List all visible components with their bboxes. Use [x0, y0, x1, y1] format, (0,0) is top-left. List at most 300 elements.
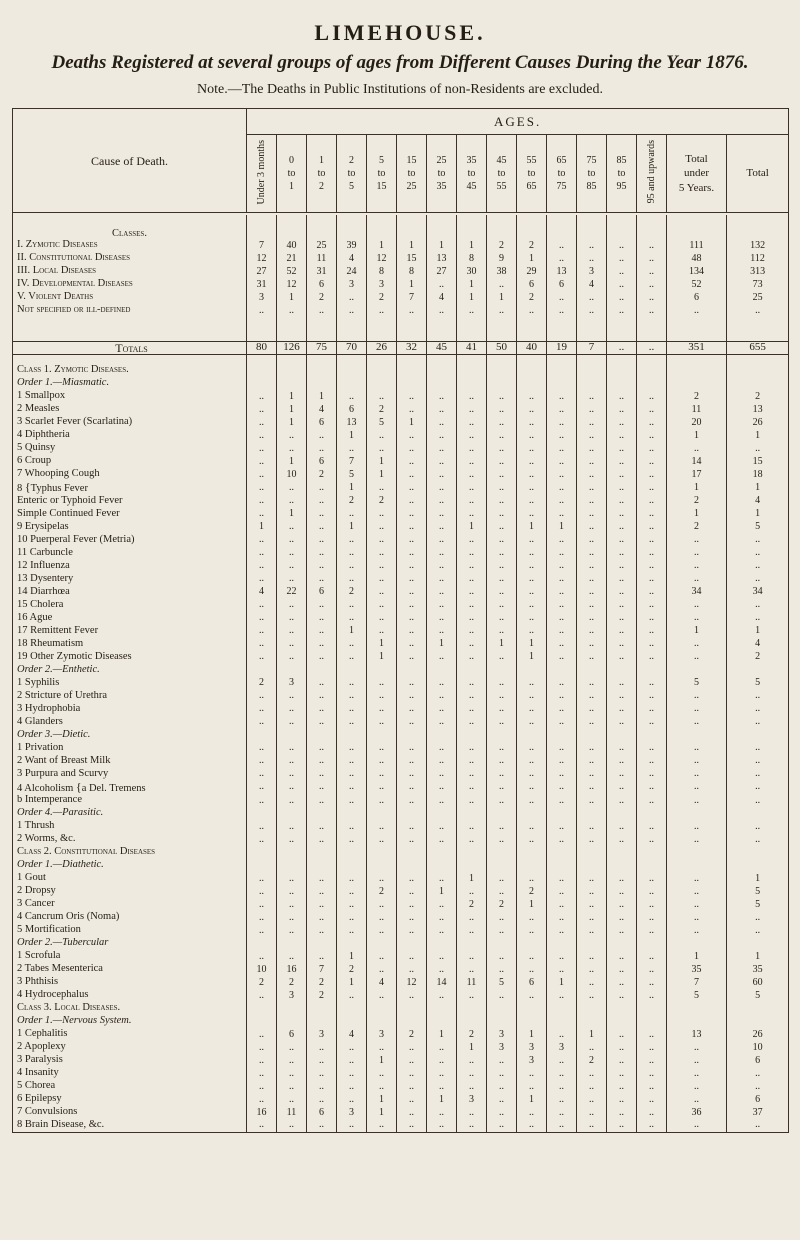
cell-value: ..: [277, 898, 307, 911]
cell-value: ..: [367, 521, 397, 534]
cell-value: 4: [727, 638, 789, 651]
cell-value: ..: [667, 885, 727, 898]
cell-value: ..: [547, 742, 577, 755]
cell-value: [307, 846, 337, 859]
cell-value: [577, 807, 607, 820]
cell-value: ..: [367, 898, 397, 911]
cell-value: [397, 807, 427, 820]
cell-value: 1: [727, 429, 789, 442]
cell-value: ..: [487, 690, 517, 703]
cell-value: ..: [607, 403, 637, 416]
cell-value: 37: [727, 1106, 789, 1119]
cell-value: 1: [667, 508, 727, 521]
age-column-label: to: [557, 168, 566, 179]
cell-value: ..: [667, 768, 727, 781]
cell-value: [637, 664, 667, 677]
table-row: [13, 703, 789, 716]
cell-value: ..: [307, 703, 337, 716]
table-row: [13, 950, 789, 963]
cell-value: 1: [277, 390, 307, 403]
cell-value: [547, 846, 577, 859]
cell-value: ..: [637, 304, 667, 317]
cell-value: ..: [307, 304, 337, 317]
table-row: [13, 1028, 789, 1041]
cell-value: ..: [427, 911, 457, 924]
age-column-label: to: [377, 168, 386, 179]
cell-value: ..: [247, 625, 277, 638]
cell-value: ..: [517, 455, 547, 468]
cell-value: [727, 807, 789, 820]
cell-value: [367, 1002, 397, 1015]
cell-value: ..: [457, 573, 487, 586]
cell-value: ..: [367, 924, 397, 937]
cell-value: ..: [607, 1080, 637, 1093]
cell-value: ..: [577, 885, 607, 898]
cell-value: [397, 729, 427, 742]
order-heading: [13, 377, 247, 390]
cell-value: 1: [487, 638, 517, 651]
cell-value: 15: [397, 252, 427, 265]
cell-value: [517, 1002, 547, 1015]
cell-value: [277, 729, 307, 742]
cell-value: ..: [487, 1093, 517, 1106]
cell-value: [337, 807, 367, 820]
table-row: [13, 651, 789, 664]
cell-value: 6: [307, 278, 337, 291]
cell-value: 6: [727, 1093, 789, 1106]
cause-label: [13, 1041, 247, 1054]
cell-value: ..: [547, 703, 577, 716]
table-row: [13, 416, 789, 429]
cell-value: ..: [367, 612, 397, 625]
table-row: [13, 911, 789, 924]
cell-value: ..: [637, 768, 667, 781]
cell-value: ..: [367, 534, 397, 547]
row-label-text: 13 Dysentery: [17, 572, 74, 584]
cell-value: [367, 859, 397, 872]
cell-value: 5: [337, 468, 367, 481]
table-row: [13, 304, 789, 317]
cell-value: ..: [637, 560, 667, 573]
cell-value: ..: [397, 534, 427, 547]
cell-value: [247, 1015, 277, 1028]
cell-value: ..: [487, 495, 517, 508]
cell-value: [397, 937, 427, 950]
cell-value: ..: [247, 442, 277, 455]
cell-value: ..: [397, 599, 427, 612]
cell-value: 1: [457, 1041, 487, 1054]
cell-value: ..: [427, 781, 457, 795]
cell-value: 13: [427, 252, 457, 265]
age-column-header: [307, 135, 337, 213]
cell-value: [637, 937, 667, 950]
cell-value: ..: [637, 638, 667, 651]
cell-value: ..: [307, 1080, 337, 1093]
cell-value: ..: [727, 304, 789, 317]
cell-value: ..: [337, 703, 367, 716]
brace: {: [75, 780, 82, 794]
cell-value: ..: [397, 989, 427, 1002]
cell-value: [487, 807, 517, 820]
cell-value: ..: [607, 252, 637, 265]
cell-value: ..: [307, 690, 337, 703]
cell-value: ..: [517, 755, 547, 768]
cell-value: ..: [577, 416, 607, 429]
cell-value: [577, 377, 607, 390]
table-row: [13, 390, 789, 403]
cell-value: 4: [727, 495, 789, 508]
age-column-label: Total: [685, 153, 708, 166]
cell-value: ..: [427, 429, 457, 442]
cell-value: [247, 364, 277, 377]
cell-value: ..: [577, 252, 607, 265]
cell-value: [307, 1015, 337, 1028]
cell-value: ..: [367, 1119, 397, 1132]
cell-value: ..: [487, 755, 517, 768]
cell-value: ..: [487, 1119, 517, 1132]
page-note: Note.—The Deaths in Public Institutions of non-Residents are excluded.: [197, 82, 603, 97]
row-label-text: Totals: [115, 341, 148, 354]
cell-value: ..: [247, 638, 277, 651]
cell-value: ..: [277, 651, 307, 664]
order-heading: [13, 807, 247, 820]
age-column-label: 95: [616, 181, 627, 192]
cell-value: ..: [487, 508, 517, 521]
cell-value: ..: [577, 403, 607, 416]
cell-value: [607, 664, 637, 677]
cell-value: [547, 859, 577, 872]
cell-value: ..: [247, 703, 277, 716]
cell-value: 1: [367, 651, 397, 664]
cell-value: 351: [667, 341, 727, 354]
cell-value: 11: [667, 403, 727, 416]
table-row: [13, 898, 789, 911]
cell-value: ..: [517, 612, 547, 625]
cell-value: ..: [247, 1041, 277, 1054]
cell-value: ..: [247, 781, 277, 795]
cell-value: ..: [667, 651, 727, 664]
cell-value: ..: [637, 1080, 667, 1093]
cell-value: ..: [457, 599, 487, 612]
cell-value: 73: [727, 278, 789, 291]
cell-value: ..: [337, 1067, 367, 1080]
cell-value: ..: [637, 1106, 667, 1119]
cell-value: ..: [487, 911, 517, 924]
cell-value: ..: [667, 573, 727, 586]
cell-value: 14: [667, 455, 727, 468]
cell-value: 1: [487, 291, 517, 304]
cell-value: ..: [517, 716, 547, 729]
cause-label: [13, 599, 247, 612]
table-row: [13, 455, 789, 468]
cell-value: 2: [367, 291, 397, 304]
cell-value: ..: [337, 1093, 367, 1106]
cell-value: [307, 1002, 337, 1015]
cell-value: ..: [427, 1067, 457, 1080]
cell-value: ..: [337, 612, 367, 625]
cell-value: ..: [487, 1106, 517, 1119]
table-row: [13, 807, 789, 820]
row-label-text: 2 Stricture of Urethra: [17, 689, 108, 701]
cell-value: [637, 377, 667, 390]
cause-label: [13, 781, 247, 795]
cell-value: ..: [637, 341, 667, 354]
cell-value: ..: [307, 755, 337, 768]
cell-value: 1: [727, 481, 789, 495]
cell-value: [547, 937, 577, 950]
cell-value: ..: [397, 560, 427, 573]
cause-label: [13, 950, 247, 963]
cell-value: ..: [247, 651, 277, 664]
cell-value: ..: [397, 455, 427, 468]
table-row: [13, 278, 789, 291]
cause-label: [13, 560, 247, 573]
cell-value: ..: [517, 742, 547, 755]
cell-value: ..: [247, 573, 277, 586]
cell-value: ..: [517, 442, 547, 455]
cause-label: [13, 521, 247, 534]
cell-value: ..: [427, 1106, 457, 1119]
cell-value: ..: [487, 742, 517, 755]
cause-label: [13, 768, 247, 781]
cell-value: ..: [307, 911, 337, 924]
cell-value: ..: [607, 872, 637, 885]
cell-value: 35: [667, 963, 727, 976]
cell-value: ..: [607, 781, 637, 795]
cell-value: 6: [277, 1028, 307, 1041]
cell-value: ..: [337, 651, 367, 664]
cell-value: [457, 664, 487, 677]
row-label-text: 1 Smallpox: [17, 390, 66, 402]
cell-value: ..: [487, 703, 517, 716]
cell-value: ..: [577, 1106, 607, 1119]
age-column-label: 75: [556, 181, 567, 192]
cell-value: 1: [367, 1093, 397, 1106]
cell-value: 8: [397, 265, 427, 278]
cell-value: ..: [427, 416, 457, 429]
cell-value: 1: [397, 416, 427, 429]
age-column-label: to: [407, 168, 416, 179]
cell-value: [247, 1002, 277, 1015]
age-column-label: Total: [746, 167, 769, 180]
cell-value: ..: [427, 521, 457, 534]
cell-value: 1: [517, 1028, 547, 1041]
cell-value: ..: [667, 794, 727, 807]
cell-value: [337, 1015, 367, 1028]
cell-value: ..: [637, 781, 667, 795]
cell-value: 3: [367, 278, 397, 291]
cell-value: [427, 1002, 457, 1015]
age-column-label: to: [527, 168, 536, 179]
cell-value: ..: [667, 898, 727, 911]
cell-value: ..: [607, 612, 637, 625]
cell-value: ..: [607, 625, 637, 638]
cell-value: ..: [607, 239, 637, 252]
table-row: [13, 1080, 789, 1093]
row-label-text: Class 1. Zymotic Diseases.: [17, 364, 129, 376]
cell-value: 6: [517, 278, 547, 291]
cell-value: [367, 377, 397, 390]
cell-value: 7: [577, 341, 607, 354]
cell-value: [547, 364, 577, 377]
cell-value: ..: [487, 521, 517, 534]
cell-value: ..: [487, 612, 517, 625]
cell-value: ..: [517, 820, 547, 833]
table-row: [13, 638, 789, 651]
table-row: [13, 403, 789, 416]
cell-value: ..: [367, 442, 397, 455]
cell-value: [517, 364, 547, 377]
cell-value: ..: [247, 1067, 277, 1080]
cause-label: [13, 1080, 247, 1093]
cell-value: ..: [517, 560, 547, 573]
cell-value: 7: [247, 239, 277, 252]
cell-value: ..: [397, 924, 427, 937]
cell-value: ..: [637, 989, 667, 1002]
cell-value: ..: [607, 1119, 637, 1132]
table-row: [13, 885, 789, 898]
row-label-text: Typhus Fever: [30, 483, 88, 494]
cell-value: [247, 807, 277, 820]
cell-value: ..: [667, 1080, 727, 1093]
cell-value: 2: [667, 521, 727, 534]
cell-value: 18: [727, 468, 789, 481]
cell-value: ..: [547, 1028, 577, 1041]
cell-value: ..: [247, 416, 277, 429]
cell-value: ..: [307, 885, 337, 898]
cell-value: 2: [517, 239, 547, 252]
cell-value: ..: [607, 599, 637, 612]
cell-value: 2: [667, 390, 727, 403]
classes-heading: Classes.: [112, 227, 147, 239]
cell-value: ..: [247, 690, 277, 703]
cause-label: [13, 989, 247, 1002]
deaths-table: [12, 108, 789, 1133]
cell-value: 5: [727, 885, 789, 898]
cell-value: 5: [487, 976, 517, 989]
cell-value: ..: [427, 768, 457, 781]
cell-value: ..: [577, 586, 607, 599]
cell-value: 13: [667, 1028, 727, 1041]
cell-value: ..: [607, 794, 637, 807]
cell-value: ..: [607, 651, 637, 664]
cell-value: 1: [667, 429, 727, 442]
cell-value: ..: [457, 1106, 487, 1119]
cell-value: ..: [307, 1054, 337, 1067]
cell-value: ..: [517, 599, 547, 612]
cell-value: ..: [457, 534, 487, 547]
row-label-text: 4 Diphtheria: [17, 429, 70, 441]
cell-value: [277, 1015, 307, 1028]
cell-value: 2: [487, 239, 517, 252]
cell-value: ..: [247, 547, 277, 560]
cell-value: ..: [637, 252, 667, 265]
cell-value: ..: [517, 1067, 547, 1080]
cell-value: [307, 859, 337, 872]
cell-value: [577, 364, 607, 377]
cell-value: ..: [517, 547, 547, 560]
cell-value: ..: [337, 534, 367, 547]
row-label-text: b Intemperance: [17, 794, 83, 806]
cell-value: ..: [607, 638, 637, 651]
cell-value: [277, 377, 307, 390]
cell-value: ..: [397, 677, 427, 690]
cell-value: ..: [727, 547, 789, 560]
cell-value: ..: [637, 1028, 667, 1041]
cell-value: 3: [517, 1041, 547, 1054]
cell-value: 1: [547, 521, 577, 534]
cell-value: ..: [577, 390, 607, 403]
cell-value: 6: [547, 278, 577, 291]
cell-value: ..: [487, 677, 517, 690]
cell-value: [457, 859, 487, 872]
table-row: [13, 716, 789, 729]
cell-value: ..: [517, 833, 547, 846]
cell-value: 2: [457, 898, 487, 911]
cell-value: [667, 846, 727, 859]
cell-value: [637, 846, 667, 859]
cell-value: ..: [577, 651, 607, 664]
cell-value: 25: [307, 239, 337, 252]
cell-value: 10: [727, 1041, 789, 1054]
row-label-text: Order 4.—Parasitic.: [17, 807, 104, 819]
cell-value: ..: [547, 508, 577, 521]
class-label: [13, 304, 247, 317]
cell-value: ..: [247, 872, 277, 885]
cell-value: 5: [727, 677, 789, 690]
cause-label: [13, 1028, 247, 1041]
cell-value: ..: [247, 390, 277, 403]
age-column-label: 15: [406, 155, 417, 166]
cell-value: [277, 364, 307, 377]
cell-value: [517, 729, 547, 742]
cell-value: ..: [637, 911, 667, 924]
cell-value: [427, 859, 457, 872]
class-heading: [13, 846, 247, 859]
cell-value: ..: [487, 416, 517, 429]
cell-value: [547, 377, 577, 390]
cell-value: ..: [607, 429, 637, 442]
row-label-text: 5 Mortification: [17, 924, 81, 936]
cell-value: ..: [397, 768, 427, 781]
table-row: [13, 976, 789, 989]
row-label-text: 17 Remittent Fever: [17, 624, 99, 636]
cell-value: ..: [427, 677, 457, 690]
cell-value: ..: [487, 989, 517, 1002]
cause-label: [13, 703, 247, 716]
cell-value: ..: [487, 481, 517, 495]
row-label-text: 1 Scrofula: [17, 950, 61, 962]
cell-value: 31: [247, 278, 277, 291]
cell-value: ..: [427, 1041, 457, 1054]
cell-value: [577, 1015, 607, 1028]
cell-value: ..: [727, 560, 789, 573]
cell-value: ..: [607, 690, 637, 703]
cell-value: ..: [397, 742, 427, 755]
cell-value: ..: [547, 1080, 577, 1093]
cell-value: ..: [457, 416, 487, 429]
cell-value: 6: [517, 976, 547, 989]
table-row: [13, 1041, 789, 1054]
cell-value: ..: [607, 341, 637, 354]
cell-value: ..: [607, 716, 637, 729]
cell-value: ..: [457, 885, 487, 898]
row-label-text: Enteric or Typhoid Fever: [17, 494, 123, 506]
table-row: [13, 560, 789, 573]
cell-value: [337, 846, 367, 859]
age-column-label: 45: [496, 155, 507, 166]
cell-value: 1: [667, 481, 727, 495]
